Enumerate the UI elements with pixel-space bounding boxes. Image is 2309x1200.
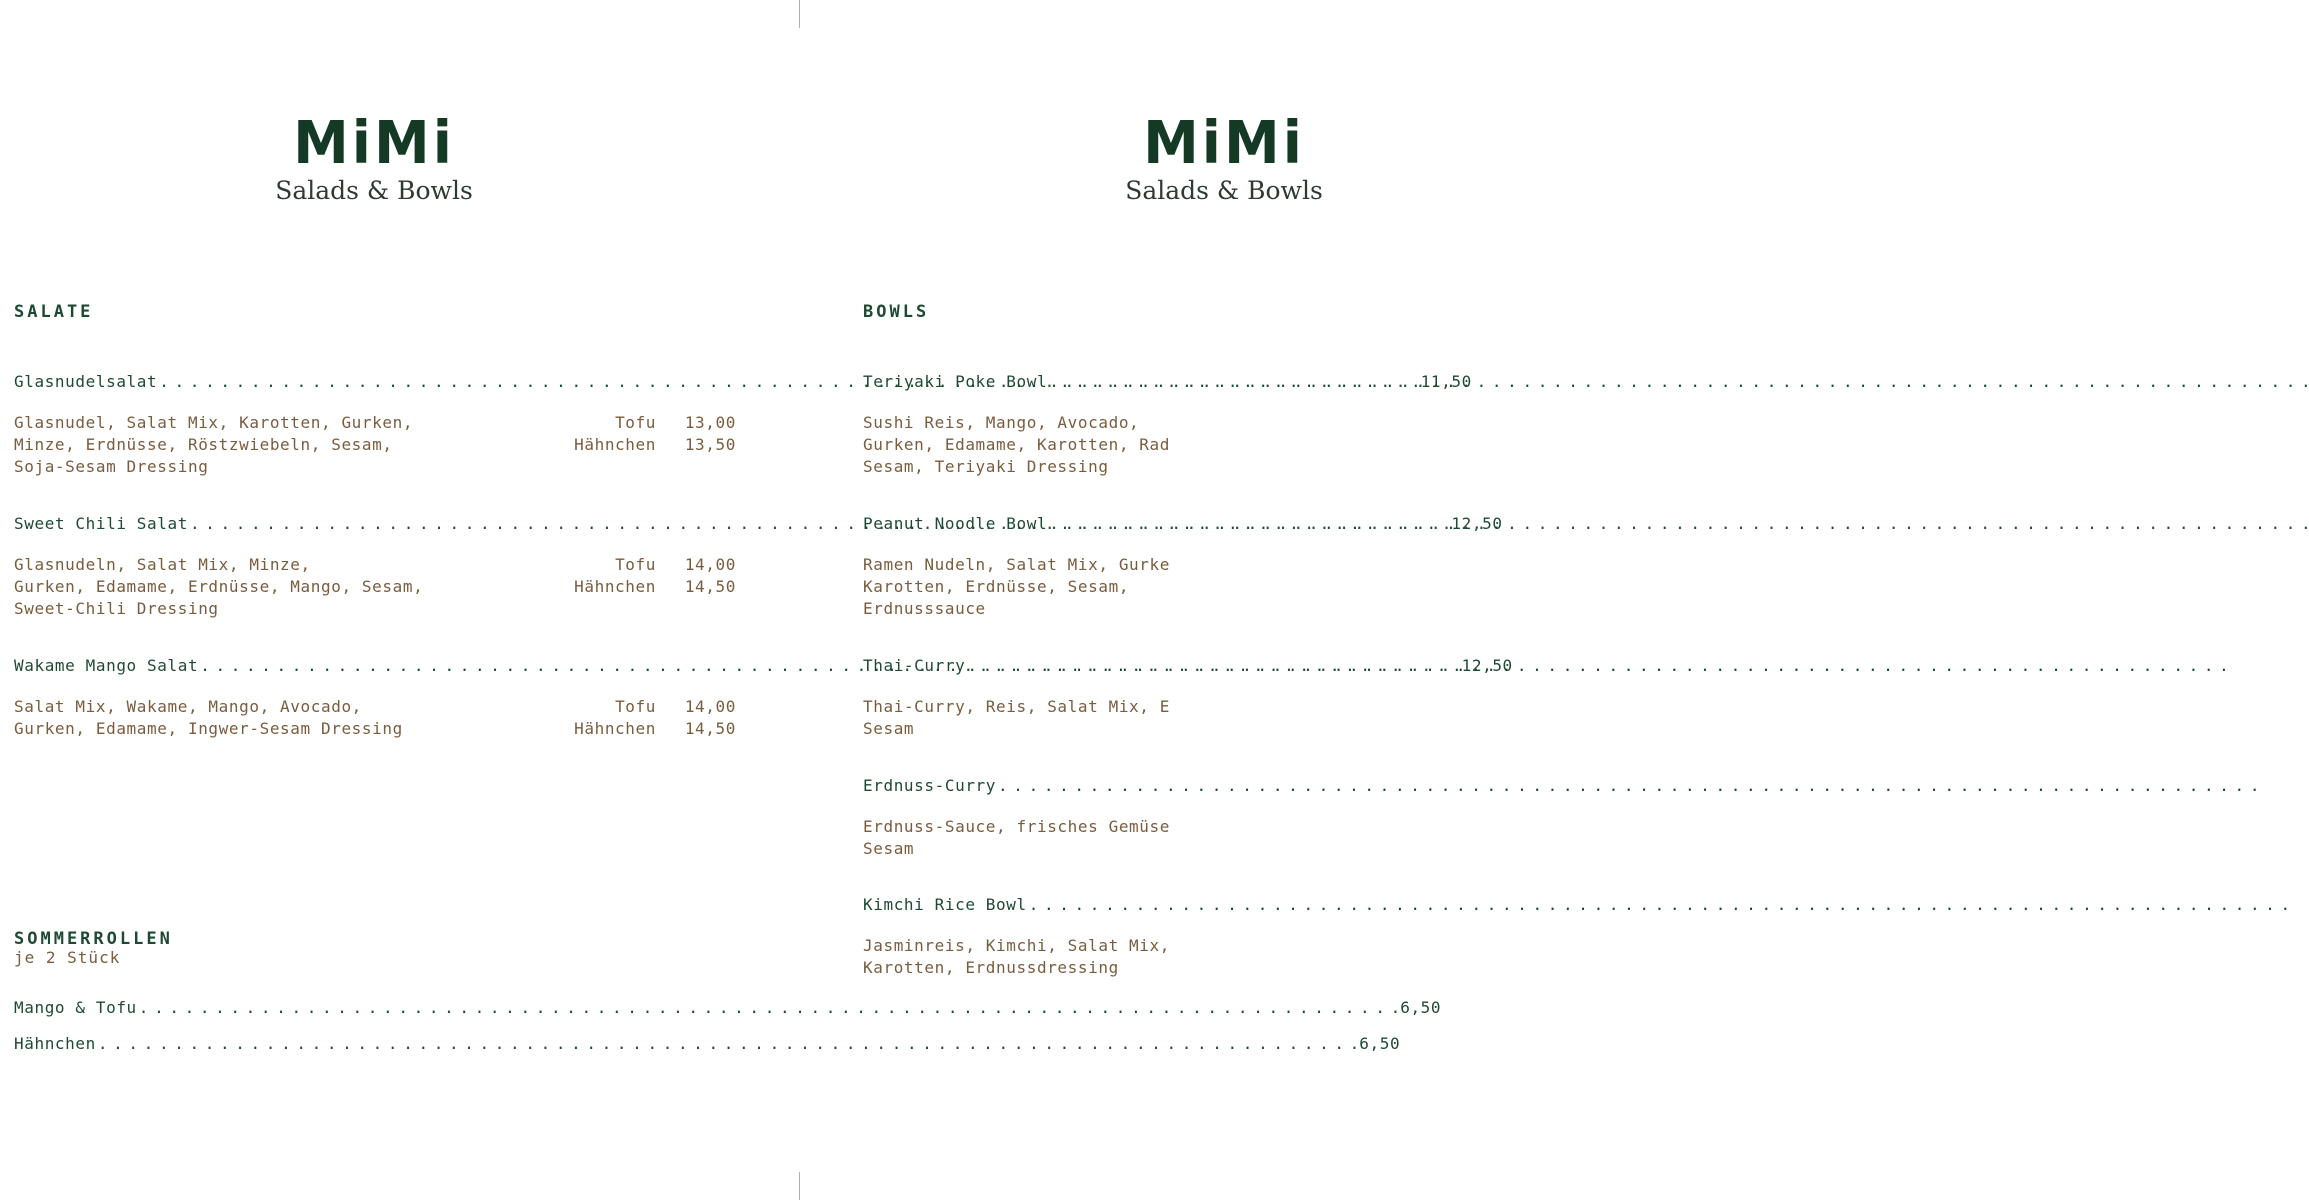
brand-tagline: Salads & Bowls <box>1125 176 1323 205</box>
menu-item <box>863 776 1283 860</box>
dot-leader <box>998 776 2257 796</box>
item-name: Sweet Chili Salat <box>14 514 188 533</box>
dot-leader <box>1049 514 2308 534</box>
item-name: Hähnchen <box>14 1034 96 1053</box>
item-variants <box>574 696 736 740</box>
item-price: 6,50 <box>1359 1034 1401 1053</box>
dot-leader <box>98 1034 1357 1054</box>
brand-tagline: Salads & Bowls <box>275 176 473 205</box>
fold-line-bottom <box>799 1172 800 1200</box>
variant-haehnchen: Hähnchen 13,50 <box>574 435 736 454</box>
item-description: Glasnudeln, Salat Mix, Minze, <box>14 555 311 574</box>
item-description: Gurken, Edamame, Karotten, Rad <box>863 435 1170 454</box>
section-subtitle: je 2 Stück <box>14 948 121 967</box>
item-description: Gurken, Edamame, Ingwer-Sesam Dressing <box>14 719 403 738</box>
item-name: Wakame Mango Salat <box>14 656 199 675</box>
item-price: 11,50 <box>1420 372 1472 391</box>
menu-item <box>14 1034 1401 1054</box>
brand-wordmark: MiMi <box>1143 109 1305 178</box>
menu-item <box>14 998 1442 1018</box>
logo-right <box>1074 109 1374 205</box>
menu-item <box>863 514 1283 620</box>
item-description: Salat Mix, Wakame, Mango, Avocado, <box>14 697 362 716</box>
item-description: Erdnusssauce <box>863 599 986 618</box>
item-description: Sesam <box>863 719 915 738</box>
dot-leader <box>967 656 2226 676</box>
item-description: Karotten, Erdnüsse, Sesam, <box>863 577 1130 596</box>
variant-tofu: Tofu 14,00 <box>615 697 736 716</box>
brand-wordmark: MiMi <box>293 109 455 178</box>
item-variants <box>574 412 736 478</box>
item-description: Gurken, Edamame, Erdnüsse, Mango, Sesam, <box>14 577 424 596</box>
item-name: Erdnuss-Curry <box>863 776 997 795</box>
item-name: Glasnudelsalat <box>14 372 158 391</box>
item-price: 12,50 <box>1461 656 1513 675</box>
item-name: Peanut Noodle Bowl <box>863 514 1048 533</box>
item-description: Glasnudel, Salat Mix, Karotten, Gurken, <box>14 413 414 432</box>
item-description: Jasminreis, Kimchi, Salat Mix, <box>863 936 1170 955</box>
menu-item <box>863 656 1283 740</box>
item-name: Kimchi Rice Bowl <box>863 895 1027 914</box>
item-description: Sweet-Chili Dressing <box>14 599 219 618</box>
item-description: Sushi Reis, Mango, Avocado, <box>863 413 1140 432</box>
fold-line-top <box>799 0 800 28</box>
dot-leader <box>1049 372 2308 392</box>
item-description: Karotten, Erdnussdressing <box>863 958 1119 977</box>
item-description: Sesam, Teriyaki Dressing <box>863 457 1109 476</box>
item-description: Erdnuss-Sauce, frisches Gemüse <box>863 817 1170 836</box>
dot-leader <box>139 998 1398 1018</box>
item-variants <box>574 554 736 620</box>
menu-item <box>863 372 1283 478</box>
item-description: Soja-Sesam Dressing <box>14 457 209 476</box>
menu-item <box>863 895 1283 979</box>
item-description: Minze, Erdnüsse, Röstzwiebeln, Sesam, <box>14 435 393 454</box>
item-description: Sesam <box>863 839 915 858</box>
section-title-bowls: BOWLS <box>863 302 930 322</box>
item-price: 6,50 <box>1400 998 1442 1017</box>
item-description: Ramen Nudeln, Salat Mix, Gurke <box>863 555 1170 574</box>
variant-haehnchen: Hähnchen 14,50 <box>574 577 736 596</box>
variant-haehnchen: Hähnchen 14,50 <box>574 719 736 738</box>
section-title-salate: SALATE <box>14 302 94 322</box>
item-name: Mango & Tofu <box>14 998 137 1017</box>
item-price: 12,50 <box>1451 514 1503 533</box>
item-description: Thai-Curry, Reis, Salat Mix, E <box>863 697 1170 716</box>
variant-tofu: Tofu 13,00 <box>615 413 736 432</box>
variant-tofu: Tofu 14,00 <box>615 555 736 574</box>
dot-leader <box>1029 895 2288 915</box>
section-title-sommerrollen: SOMMERROLLEN <box>14 929 173 949</box>
logo-left <box>224 109 524 205</box>
item-name: Teriyaki Poke Bowl <box>863 372 1048 391</box>
item-name: Thai-Curry <box>863 656 966 675</box>
